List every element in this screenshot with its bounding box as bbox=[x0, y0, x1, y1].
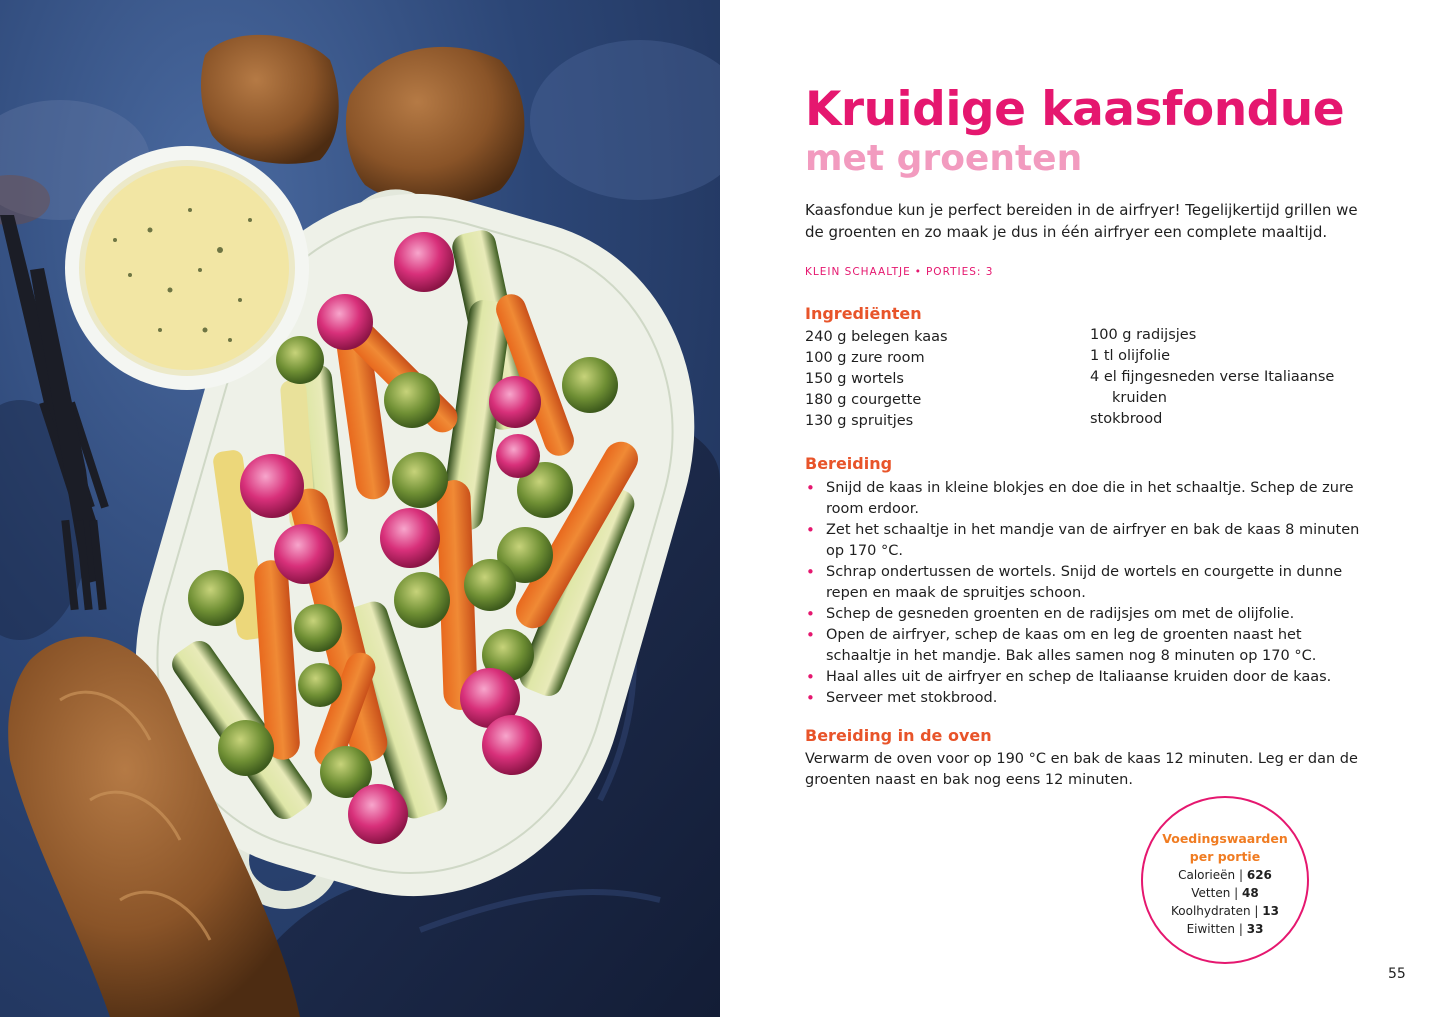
nutrition-separator: | bbox=[1238, 922, 1243, 936]
ingredients-list-left bbox=[805, 327, 1075, 432]
nutrition-row bbox=[1143, 902, 1307, 920]
ingredient-item: 100 g radijsjes bbox=[1090, 327, 1197, 343]
ingredient-item: 4 el fijngesneden verse Italiaanse bbox=[1090, 369, 1335, 385]
preparation-heading: Bereiding bbox=[805, 454, 893, 473]
meta-separator: • bbox=[914, 266, 922, 278]
nutrition-value: 13 bbox=[1262, 904, 1279, 918]
nutrition-row bbox=[1143, 884, 1307, 902]
recipe-subtitle: met groenten bbox=[805, 138, 1083, 179]
preparation-step: • Open de airfryer, schep de kaas om en leg de groenten naast het schaaltje in het mandje. Bak alles samen nog 8 minuten op 170 °C. bbox=[805, 625, 1365, 667]
ingredient-item: stokbrood bbox=[1090, 411, 1163, 427]
preparation-step: • Serveer met stokbrood. bbox=[805, 688, 1365, 709]
preparation-steps bbox=[805, 478, 1365, 709]
nutrition-heading: Voedingswaarden bbox=[1162, 831, 1288, 846]
meta-dish-size: KLEIN SCHAALTJE bbox=[805, 266, 911, 278]
oven-instructions: Verwarm de oven voor op 190 °C en bak de kaas 12 minuten. Leg er dan de groenten naast en bak nog eens 12 minuten. bbox=[805, 751, 1358, 788]
meta-portions: PORTIES: 3 bbox=[925, 266, 994, 278]
ingredient-item: 150 g wortels bbox=[805, 371, 904, 387]
recipe-title: Kruidige kaasfondue bbox=[805, 82, 1345, 137]
nutrition-label: Vetten bbox=[1191, 886, 1231, 900]
nutrition-value: 626 bbox=[1246, 868, 1272, 882]
preparation-step: • Haal alles uit de airfryer en schep de Italiaanse kruiden door de kaas. bbox=[805, 667, 1365, 688]
ingredient-item: 130 g spruitjes bbox=[805, 413, 914, 429]
preparation-step: • Zet het schaaltje in het mandje van de airfryer en bak de kaas 8 minuten op 170 °C. bbox=[805, 520, 1365, 562]
ingredient-item-continuation: kruiden bbox=[1112, 390, 1167, 406]
ingredients-heading: Ingrediënten bbox=[805, 304, 922, 323]
preparation-step: • Snijd de kaas in kleine blokjes en doe die in het schaaltje. Schep de zure room erdoor. bbox=[805, 478, 1365, 520]
preparation-step: • Schrap ondertussen de wortels. Snijd de wortels en courgette in dunne repen en maak de spruitjes schoon. bbox=[805, 562, 1365, 604]
nutrition-badge bbox=[1141, 796, 1309, 964]
ingredient-item: 180 g courgette bbox=[805, 392, 922, 408]
nutrition-separator: | bbox=[1234, 886, 1239, 900]
nutrition-subheading: per portie bbox=[1189, 849, 1261, 864]
nutrition-value: 33 bbox=[1246, 922, 1264, 936]
nutrition-label: Eiwitten bbox=[1186, 922, 1236, 936]
nutrition-row bbox=[1143, 920, 1307, 938]
recipe-intro: Kaasfondue kun je perfect bereiden in de airfryer! Tegelijkertijd grillen we de groenten en zo maak je dus in één airfryer een complete maaltijd. bbox=[805, 201, 1358, 241]
ingredient-item: 1 tl olijfolie bbox=[1090, 348, 1171, 364]
nutrition-separator: | bbox=[1254, 904, 1259, 918]
page-number: 55 bbox=[1388, 966, 1406, 982]
oven-heading: Bereiding in de oven bbox=[805, 726, 992, 745]
recipe-meta bbox=[805, 266, 993, 278]
preparation-step: • Schep de gesneden groenten en de radijsjes om met de olijfolie. bbox=[805, 604, 1365, 625]
nutrition-label: Koolhydraten bbox=[1171, 904, 1251, 918]
ingredients-list-right bbox=[1090, 325, 1370, 430]
nutrition-label: Calorieën bbox=[1178, 868, 1236, 882]
nutrition-separator: | bbox=[1238, 868, 1244, 882]
nutrition-value: 48 bbox=[1242, 886, 1259, 900]
ingredient-item: 240 g belegen kaas bbox=[805, 329, 948, 345]
ingredient-item: 100 g zure room bbox=[805, 350, 925, 366]
recipe-page bbox=[720, 0, 1440, 1017]
nutrition-row bbox=[1143, 866, 1307, 884]
